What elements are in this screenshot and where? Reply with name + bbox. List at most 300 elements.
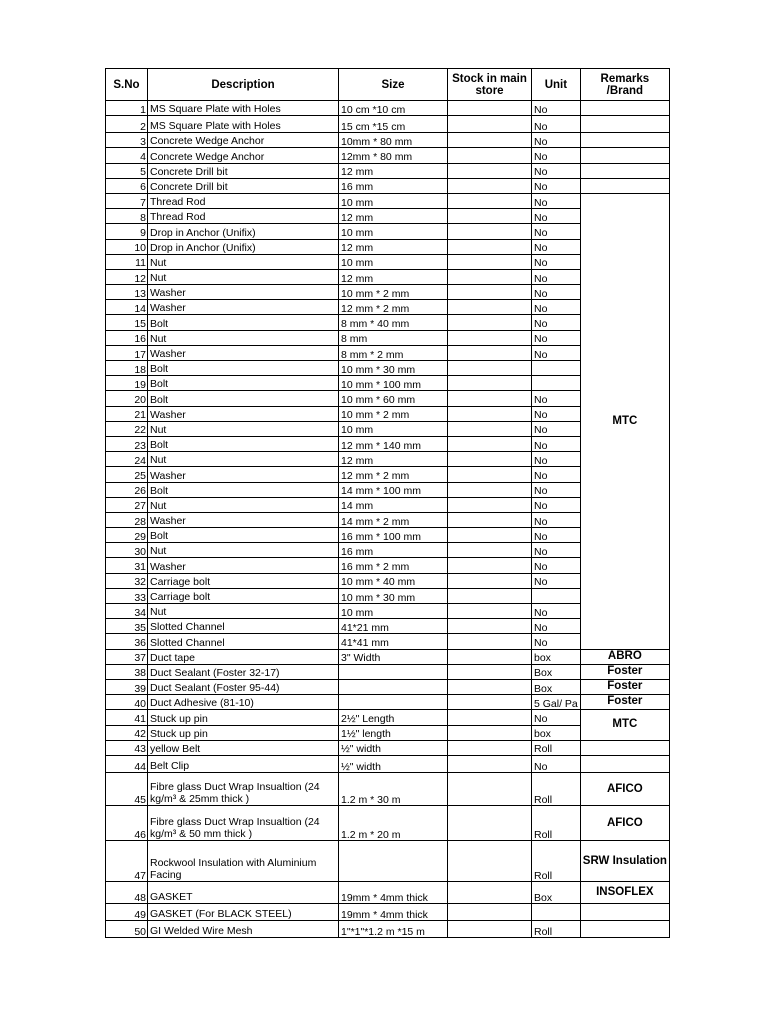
row-size: 10 mm * 60 mm: [339, 391, 448, 406]
row-stock: [448, 300, 532, 315]
row-description: yellow Belt: [148, 740, 339, 755]
row-size: 16 mm * 100 mm: [339, 528, 448, 543]
row-unit: No: [532, 436, 581, 451]
row-description: Stuck up pin: [148, 725, 339, 740]
row-size: [339, 679, 448, 694]
table-row: [106, 649, 670, 664]
row-size: 12 mm * 2 mm: [339, 467, 448, 482]
row-description: Drop in Anchor (Unifix): [148, 224, 339, 239]
row-size: 12 mm * 2 mm: [339, 300, 448, 315]
row-unit: No: [532, 543, 581, 558]
row-size: 19mm * 4mm thick: [339, 904, 448, 921]
table-row: [106, 841, 670, 882]
table-row: [106, 116, 670, 133]
row-description: Nut: [148, 452, 339, 467]
row-sno: 37: [106, 649, 148, 664]
row-unit: No: [532, 193, 581, 208]
row-sno: 19: [106, 376, 148, 391]
row-description: Nut: [148, 543, 339, 558]
row-stock: [448, 315, 532, 330]
row-unit: No: [532, 315, 581, 330]
row-stock: [448, 361, 532, 376]
row-unit: 5 Gal/ Pa: [532, 695, 581, 710]
row-size: 1½" length: [339, 725, 448, 740]
row-description: Bolt: [148, 315, 339, 330]
row-sno: 29: [106, 528, 148, 543]
row-sno: 32: [106, 573, 148, 588]
row-stock: [448, 193, 532, 208]
row-remarks: [580, 921, 669, 938]
row-sno: 27: [106, 497, 148, 512]
row-size: 1"*1"*1.2 m *15 m: [339, 921, 448, 938]
header-unit: Unit: [532, 69, 581, 101]
row-description: Concrete Drill bit: [148, 178, 339, 193]
table-row: [106, 664, 670, 679]
row-size: 10 mm: [339, 421, 448, 436]
row-unit: box: [532, 649, 581, 664]
row-unit: No: [532, 467, 581, 482]
row-size: 10 mm * 30 mm: [339, 361, 448, 376]
row-unit: Roll: [532, 841, 581, 882]
row-remarks: ABRO: [580, 649, 669, 664]
table-row: [106, 101, 670, 116]
row-unit: [532, 361, 581, 376]
row-sno: 36: [106, 634, 148, 649]
row-size: 14 mm * 100 mm: [339, 482, 448, 497]
row-size: 12 mm * 140 mm: [339, 436, 448, 451]
row-size: ½" width: [339, 755, 448, 773]
row-sno: 49: [106, 904, 148, 921]
row-unit: No: [532, 209, 581, 224]
row-unit: Box: [532, 679, 581, 694]
row-stock: [448, 224, 532, 239]
row-sno: 6: [106, 178, 148, 193]
table-row: [106, 773, 670, 806]
row-description: Fibre glass Duct Wrap Insualtion (24 kg/m³ & 50 mm thick ): [148, 806, 339, 841]
table-row: [106, 178, 670, 193]
row-stock: [448, 573, 532, 588]
row-description: Nut: [148, 421, 339, 436]
row-unit: No: [532, 116, 581, 133]
row-stock: [448, 178, 532, 193]
row-description: Washer: [148, 558, 339, 573]
inventory-table: [105, 68, 670, 938]
row-size: 10 mm * 2 mm: [339, 406, 448, 421]
row-stock: [448, 254, 532, 269]
row-sno: 14: [106, 300, 148, 315]
row-stock: [448, 376, 532, 391]
row-stock: [448, 163, 532, 178]
row-unit: No: [532, 345, 581, 360]
header-description: Description: [148, 69, 339, 101]
row-size: [339, 664, 448, 679]
row-stock: [448, 806, 532, 841]
row-stock: [448, 467, 532, 482]
row-size: 14 mm * 2 mm: [339, 512, 448, 527]
row-unit: box: [532, 725, 581, 740]
row-unit: No: [532, 482, 581, 497]
row-stock: [448, 406, 532, 421]
row-sno: 7: [106, 193, 148, 208]
row-stock: [448, 773, 532, 806]
row-description: MS Square Plate with Holes: [148, 101, 339, 116]
row-size: 10 mm: [339, 604, 448, 619]
row-description: Belt Clip: [148, 755, 339, 773]
row-size: 12 mm: [339, 239, 448, 254]
row-stock: [448, 345, 532, 360]
row-size: 41*41 mm: [339, 634, 448, 649]
row-stock: [448, 558, 532, 573]
row-unit: No: [532, 512, 581, 527]
row-sno: 34: [106, 604, 148, 619]
row-remarks: [580, 163, 669, 178]
row-sno: 4: [106, 148, 148, 163]
row-description: Rockwool Insulation with Aluminium Facing: [148, 841, 339, 882]
row-description: Duct Sealant (Foster 32-17): [148, 664, 339, 679]
row-sno: 21: [106, 406, 148, 421]
row-unit: No: [532, 178, 581, 193]
row-unit: [532, 376, 581, 391]
row-description: GASKET (For BLACK STEEL): [148, 904, 339, 921]
row-size: 15 cm *15 cm: [339, 116, 448, 133]
row-description: Bolt: [148, 361, 339, 376]
row-sno: 3: [106, 133, 148, 148]
row-unit: [532, 904, 581, 921]
row-stock: [448, 452, 532, 467]
row-sno: 30: [106, 543, 148, 558]
table-row: [106, 806, 670, 841]
table-row: [106, 904, 670, 921]
header-stock: Stock in main store: [448, 69, 532, 101]
row-stock: [448, 725, 532, 740]
row-stock: [448, 482, 532, 497]
row-size: 12 mm: [339, 163, 448, 178]
row-description: Bolt: [148, 436, 339, 451]
row-size: 12 mm: [339, 269, 448, 284]
row-description: Washer: [148, 467, 339, 482]
row-size: 10 mm * 30 mm: [339, 588, 448, 603]
row-size: 1.2 m * 20 m: [339, 806, 448, 841]
row-description: Bolt: [148, 391, 339, 406]
row-unit: No: [532, 269, 581, 284]
table-row: [106, 163, 670, 178]
row-sno: 40: [106, 695, 148, 710]
row-unit: Roll: [532, 740, 581, 755]
row-sno: 20: [106, 391, 148, 406]
row-sno: 16: [106, 330, 148, 345]
row-unit: [532, 588, 581, 603]
row-size: 2½" Length: [339, 710, 448, 725]
row-stock: [448, 512, 532, 527]
table-row: [106, 755, 670, 773]
row-stock: [448, 604, 532, 619]
row-sno: 26: [106, 482, 148, 497]
row-unit: No: [532, 528, 581, 543]
row-sno: 18: [106, 361, 148, 376]
row-description: Bolt: [148, 482, 339, 497]
row-stock: [448, 710, 532, 725]
row-unit: No: [532, 497, 581, 512]
row-unit: Roll: [532, 773, 581, 806]
row-description: GASKET: [148, 882, 339, 904]
row-stock: [448, 285, 532, 300]
row-unit: No: [532, 133, 581, 148]
row-stock: [448, 921, 532, 938]
row-description: Nut: [148, 604, 339, 619]
row-remarks: [580, 755, 669, 773]
row-remarks: [580, 904, 669, 921]
row-unit: No: [532, 391, 581, 406]
row-description: Nut: [148, 269, 339, 284]
row-size: 12 mm: [339, 452, 448, 467]
row-size: 10 mm * 40 mm: [339, 573, 448, 588]
row-remarks: Foster: [580, 664, 669, 679]
row-unit: Box: [532, 664, 581, 679]
header-size: Size: [339, 69, 448, 101]
row-unit: No: [532, 101, 581, 116]
table-row: [106, 882, 670, 904]
row-unit: No: [532, 406, 581, 421]
row-unit: No: [532, 604, 581, 619]
header-row: [106, 69, 670, 101]
row-sno: 24: [106, 452, 148, 467]
row-description: Carriage bolt: [148, 573, 339, 588]
row-sno: 42: [106, 725, 148, 740]
row-stock: [448, 421, 532, 436]
row-size: 1.2 m * 30 m: [339, 773, 448, 806]
row-size: 16 mm: [339, 178, 448, 193]
row-stock: [448, 209, 532, 224]
row-description: Nut: [148, 254, 339, 269]
row-sno: 46: [106, 806, 148, 841]
row-remarks: Foster: [580, 695, 669, 710]
row-stock: [448, 528, 532, 543]
row-stock: [448, 679, 532, 694]
row-description: Washer: [148, 285, 339, 300]
row-description: Slotted Channel: [148, 634, 339, 649]
table-row: [106, 148, 670, 163]
row-size: 8 mm * 40 mm: [339, 315, 448, 330]
row-size: 10 mm: [339, 193, 448, 208]
row-description: Washer: [148, 512, 339, 527]
row-unit: No: [532, 452, 581, 467]
row-stock: [448, 330, 532, 345]
table-row: [106, 133, 670, 148]
row-size: 16 mm * 2 mm: [339, 558, 448, 573]
row-stock: [448, 904, 532, 921]
row-description: Duct tape: [148, 649, 339, 664]
row-stock: [448, 239, 532, 254]
row-description: Carriage bolt: [148, 588, 339, 603]
row-remarks: [580, 148, 669, 163]
row-description: Concrete Wedge Anchor: [148, 133, 339, 148]
row-size: 12 mm: [339, 209, 448, 224]
row-size: 41*21 mm: [339, 619, 448, 634]
row-size: 10 mm: [339, 224, 448, 239]
row-description: Concrete Drill bit: [148, 163, 339, 178]
row-description: Drop in Anchor (Unifix): [148, 239, 339, 254]
row-stock: [448, 133, 532, 148]
row-stock: [448, 619, 532, 634]
row-remarks: Foster: [580, 679, 669, 694]
row-description: Washer: [148, 345, 339, 360]
row-sno: 38: [106, 664, 148, 679]
row-sno: 22: [106, 421, 148, 436]
row-unit: No: [532, 573, 581, 588]
row-sno: 28: [106, 512, 148, 527]
row-sno: 33: [106, 588, 148, 603]
row-description: Nut: [148, 497, 339, 512]
row-sno: 9: [106, 224, 148, 239]
row-size: ½" width: [339, 740, 448, 755]
row-unit: No: [532, 558, 581, 573]
row-sno: 1: [106, 101, 148, 116]
row-size: 16 mm: [339, 543, 448, 558]
table-body: [106, 101, 670, 938]
row-sno: 11: [106, 254, 148, 269]
row-sno: 39: [106, 679, 148, 694]
row-sno: 2: [106, 116, 148, 133]
row-unit: No: [532, 300, 581, 315]
row-sno: 25: [106, 467, 148, 482]
row-description: Fibre glass Duct Wrap Insualtion (24 kg/m³ & 25mm thick ): [148, 773, 339, 806]
row-size: 10 mm * 100 mm: [339, 376, 448, 391]
row-size: 10mm * 80 mm: [339, 133, 448, 148]
row-remarks: MTC: [580, 193, 669, 649]
row-sno: 48: [106, 882, 148, 904]
row-unit: No: [532, 148, 581, 163]
row-size: [339, 841, 448, 882]
row-stock: [448, 543, 532, 558]
table-row: [106, 193, 670, 208]
row-description: Stuck up pin: [148, 710, 339, 725]
row-size: 8 mm: [339, 330, 448, 345]
row-stock: [448, 101, 532, 116]
row-remarks: [580, 133, 669, 148]
row-sno: 10: [106, 239, 148, 254]
row-description: Thread Rod: [148, 193, 339, 208]
row-sno: 8: [106, 209, 148, 224]
row-stock: [448, 649, 532, 664]
table-row: [106, 679, 670, 694]
row-remarks: [580, 178, 669, 193]
row-stock: [448, 148, 532, 163]
row-description: Bolt: [148, 376, 339, 391]
row-stock: [448, 269, 532, 284]
row-stock: [448, 740, 532, 755]
row-stock: [448, 695, 532, 710]
row-sno: 35: [106, 619, 148, 634]
row-sno: 23: [106, 436, 148, 451]
row-description: MS Square Plate with Holes: [148, 116, 339, 133]
row-stock: [448, 755, 532, 773]
row-description: Duct Sealant (Foster 95-44): [148, 679, 339, 694]
row-size: 10 mm: [339, 254, 448, 269]
row-unit: No: [532, 239, 581, 254]
row-stock: [448, 634, 532, 649]
row-unit: Roll: [532, 921, 581, 938]
row-description: Washer: [148, 300, 339, 315]
row-sno: 17: [106, 345, 148, 360]
row-remarks: INSOFLEX: [580, 882, 669, 904]
row-sno: 45: [106, 773, 148, 806]
row-stock: [448, 436, 532, 451]
row-remarks: AFICO: [580, 773, 669, 806]
row-description: Bolt: [148, 528, 339, 543]
row-sno: 5: [106, 163, 148, 178]
row-unit: No: [532, 755, 581, 773]
header-sno: S.No: [106, 69, 148, 101]
row-description: GI Welded Wire Mesh: [148, 921, 339, 938]
table-row: [106, 921, 670, 938]
row-unit: No: [532, 421, 581, 436]
row-unit: No: [532, 285, 581, 300]
row-unit: No: [532, 163, 581, 178]
row-description: Washer: [148, 406, 339, 421]
row-sno: 15: [106, 315, 148, 330]
row-sno: 13: [106, 285, 148, 300]
row-sno: 47: [106, 841, 148, 882]
row-sno: 31: [106, 558, 148, 573]
row-sno: 44: [106, 755, 148, 773]
row-stock: [448, 116, 532, 133]
row-stock: [448, 882, 532, 904]
table-row: [106, 710, 670, 725]
row-size: 3" Width: [339, 649, 448, 664]
row-size: 12mm * 80 mm: [339, 148, 448, 163]
row-unit: Box: [532, 882, 581, 904]
row-stock: [448, 664, 532, 679]
row-unit: No: [532, 634, 581, 649]
row-unit: No: [532, 224, 581, 239]
row-sno: 12: [106, 269, 148, 284]
row-size: [339, 695, 448, 710]
row-stock: [448, 841, 532, 882]
row-unit: No: [532, 254, 581, 269]
row-unit: No: [532, 619, 581, 634]
row-description: Duct Adhesive (81-10): [148, 695, 339, 710]
row-unit: No: [532, 330, 581, 345]
row-description: Nut: [148, 330, 339, 345]
row-remarks: [580, 740, 669, 755]
row-stock: [448, 588, 532, 603]
row-unit: Roll: [532, 806, 581, 841]
row-sno: 41: [106, 710, 148, 725]
row-stock: [448, 497, 532, 512]
header-remarks: Remarks /Brand: [580, 69, 669, 101]
table-row: [106, 740, 670, 755]
inventory-sheet: [105, 68, 670, 938]
row-description: Thread Rod: [148, 209, 339, 224]
row-size: 8 mm * 2 mm: [339, 345, 448, 360]
row-remarks: SRW Insulation: [580, 841, 669, 882]
row-remarks: [580, 101, 669, 116]
row-size: 19mm * 4mm thick: [339, 882, 448, 904]
row-description: Concrete Wedge Anchor: [148, 148, 339, 163]
table-row: [106, 695, 670, 710]
row-remarks: AFICO: [580, 806, 669, 841]
row-size: 14 mm: [339, 497, 448, 512]
row-stock: [448, 391, 532, 406]
row-sno: 50: [106, 921, 148, 938]
row-remarks: [580, 116, 669, 133]
row-description: Slotted Channel: [148, 619, 339, 634]
row-remarks: MTC: [580, 710, 669, 740]
row-unit: No: [532, 710, 581, 725]
row-sno: 43: [106, 740, 148, 755]
row-size: 10 mm * 2 mm: [339, 285, 448, 300]
row-size: 10 cm *10 cm: [339, 101, 448, 116]
